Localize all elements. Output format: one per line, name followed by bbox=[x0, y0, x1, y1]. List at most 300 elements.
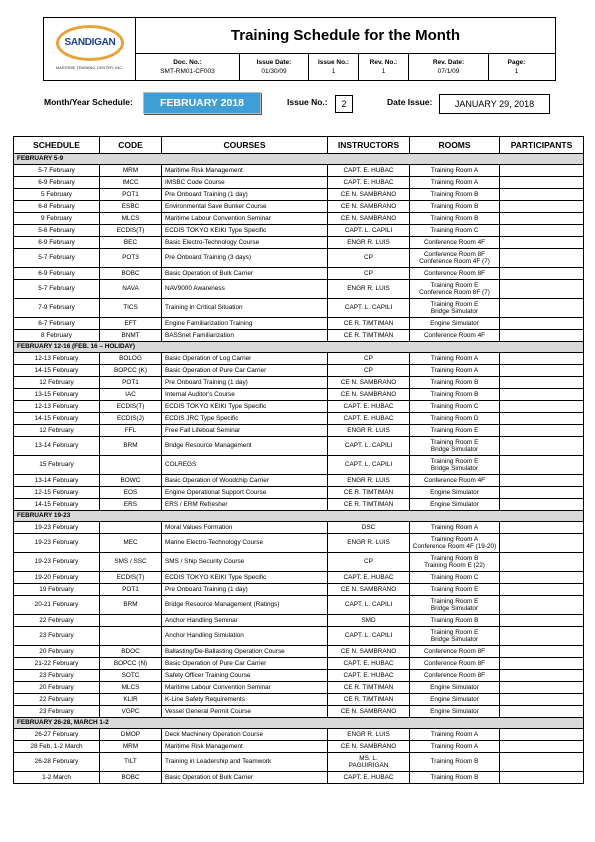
month-year-label: Month/Year Schedule: bbox=[44, 97, 133, 107]
room-name: Training Room A bbox=[430, 366, 479, 374]
room-cell bbox=[410, 213, 500, 225]
table-row bbox=[14, 572, 584, 584]
code-cell: DMOP bbox=[100, 729, 162, 741]
instructor-cell bbox=[328, 694, 410, 706]
code-cell: NAVA bbox=[100, 280, 162, 299]
room-cell bbox=[410, 534, 500, 553]
schedule-table bbox=[13, 136, 584, 784]
room-name: Conference Room 4F bbox=[423, 331, 486, 339]
code-cell: MLCS bbox=[100, 213, 162, 225]
course-cell: Training in Critical Situation bbox=[162, 299, 328, 318]
schedule-cell: 28 Feb, 1-2 March bbox=[14, 741, 100, 753]
instructor-name: CAPT. E. HUBAC bbox=[343, 659, 394, 667]
table-header-row bbox=[14, 137, 584, 154]
participants-cell bbox=[500, 487, 584, 499]
code-cell: BNMT bbox=[100, 330, 162, 342]
code-cell: VGPC bbox=[100, 706, 162, 718]
meta-label: Page: bbox=[507, 59, 526, 66]
instructor-cell bbox=[328, 706, 410, 718]
room-name: Training Room B bbox=[430, 390, 479, 398]
meta-label: Issue Date: bbox=[256, 59, 292, 66]
course-cell: Basic Operation of Woodchip Carrier bbox=[162, 475, 328, 487]
room-name: Training Room B bbox=[430, 190, 479, 198]
schedule-cell: 22 February bbox=[14, 694, 100, 706]
room-name-line2: Conference Room 8F (7) bbox=[419, 289, 490, 296]
room-cell bbox=[410, 165, 500, 177]
participants-cell bbox=[500, 682, 584, 694]
room-cell bbox=[410, 475, 500, 487]
table-row bbox=[14, 522, 584, 534]
document-header bbox=[43, 17, 556, 81]
course-cell: Pre Onboard Training (1 day) bbox=[162, 584, 328, 596]
section-title: FEBRUARY 26-28, MARCH 1-2 bbox=[14, 718, 584, 729]
code-cell: ECDIS(T) bbox=[100, 572, 162, 584]
meta-label: Issue No.: bbox=[317, 59, 350, 66]
course-cell: Anchor Handling Seminar bbox=[162, 615, 328, 627]
course-cell: Engine Operational Support Course bbox=[162, 487, 328, 499]
room-cell bbox=[410, 413, 500, 425]
room-cell bbox=[410, 437, 500, 456]
instructor-name: CAPT. L. CAPILI bbox=[344, 461, 393, 469]
table-row bbox=[14, 456, 584, 475]
room-name: Conference Room 8F bbox=[423, 659, 486, 667]
instructor-name: CP bbox=[364, 366, 373, 374]
room-cell bbox=[410, 189, 500, 201]
code-cell: BRM bbox=[100, 437, 162, 456]
room-cell bbox=[410, 249, 500, 268]
instructor-name: CAPT. E. HUBAC bbox=[343, 671, 394, 679]
schedule-cell: 19-23 February bbox=[14, 534, 100, 553]
instructor-cell bbox=[328, 741, 410, 753]
column-header-participants: PARTICIPANTS bbox=[500, 137, 584, 154]
schedule-cell: 14-15 February bbox=[14, 365, 100, 377]
code-cell: EFT bbox=[100, 318, 162, 330]
participants-cell bbox=[500, 201, 584, 213]
document-title: Training Schedule for the Month bbox=[136, 18, 555, 54]
schedule-cell: 26-27 February bbox=[14, 729, 100, 741]
course-cell: Pre Onboard Training (1 day) bbox=[162, 189, 328, 201]
room-name: Conference Room 4F bbox=[423, 238, 486, 246]
instructor-name: ENGR R. LUIS bbox=[347, 238, 390, 246]
participants-cell bbox=[500, 456, 584, 475]
code-cell: MLCS bbox=[100, 682, 162, 694]
room-name: Training Room B bbox=[430, 773, 479, 781]
instructor-name: CE N. SAMBRANO bbox=[340, 190, 397, 198]
code-cell: TILT bbox=[100, 753, 162, 772]
meta-value: 1 bbox=[381, 68, 386, 75]
participants-cell bbox=[500, 299, 584, 318]
course-cell: ECDIS JRC Type Specific bbox=[162, 413, 328, 425]
schedule-cell: 12 February bbox=[14, 377, 100, 389]
room-name: Training Room B bbox=[430, 554, 479, 562]
table-row bbox=[14, 413, 584, 425]
schedule-cell: 20 February bbox=[14, 682, 100, 694]
date-issue-label: Date Issue: bbox=[387, 97, 433, 107]
room-name: Training Room B bbox=[430, 378, 479, 386]
instructor-cell bbox=[328, 189, 410, 201]
instructor-name: CE N. SAMBRANO bbox=[340, 707, 397, 715]
room-name-line2: Bridge Simulator bbox=[430, 465, 479, 472]
section-row bbox=[14, 511, 584, 522]
course-cell: ECDIS TOKYO KEIKI Type Specific bbox=[162, 401, 328, 413]
room-cell bbox=[410, 772, 500, 784]
participants-cell bbox=[500, 365, 584, 377]
instructor-cell bbox=[328, 596, 410, 615]
schedule-cell: 5-7 February bbox=[14, 280, 100, 299]
instructor-name: CAPT. E. HUBAC bbox=[343, 414, 394, 422]
table-row bbox=[14, 670, 584, 682]
section-title: FEBRUARY 19-23 bbox=[14, 511, 584, 522]
code-cell: EOS bbox=[100, 487, 162, 499]
instructor-name: CP bbox=[364, 558, 373, 566]
room-cell bbox=[410, 280, 500, 299]
instructor-cell bbox=[328, 213, 410, 225]
course-cell: K-Line Safety Requirements bbox=[162, 694, 328, 706]
schedule-cell: 12-13 February bbox=[14, 353, 100, 365]
table-row bbox=[14, 553, 584, 572]
table-row bbox=[14, 475, 584, 487]
code-cell: POT3 bbox=[100, 249, 162, 268]
instructor-cell bbox=[328, 499, 410, 511]
logo-subtext: MARITIME TRAINING CENTER, INC. bbox=[55, 65, 124, 70]
section-title: FEBRUARY 12-16 (FEB. 16 – HOLIDAY) bbox=[14, 342, 584, 353]
instructor-name: CE R. TIMTIMAN bbox=[343, 695, 394, 703]
document-meta bbox=[136, 54, 555, 80]
code-cell: BOPCC (K) bbox=[100, 365, 162, 377]
table-row bbox=[14, 694, 584, 706]
meta-cell bbox=[136, 54, 240, 80]
instructor-name: CAPT. L. CAPILI bbox=[344, 442, 393, 450]
instructor-cell bbox=[328, 437, 410, 456]
room-name: Engine Simulator bbox=[430, 488, 479, 496]
room-cell bbox=[410, 487, 500, 499]
course-cell: Basic Operation of Log Carrier bbox=[162, 353, 328, 365]
schedule-cell: 23 February bbox=[14, 627, 100, 646]
meta-cell bbox=[240, 54, 309, 80]
room-name: Conference Room 8F bbox=[423, 671, 486, 679]
table-row bbox=[14, 437, 584, 456]
course-cell: NAV9000 Awareness bbox=[162, 280, 328, 299]
room-name: Training Room E bbox=[430, 426, 479, 434]
room-cell bbox=[410, 201, 500, 213]
instructor-cell bbox=[328, 670, 410, 682]
course-cell: ECDIS TOKYO KEIKI Type Specific bbox=[162, 572, 328, 584]
section-title: FEBRUARY 5-9 bbox=[14, 154, 584, 165]
code-cell: BOPCC (N) bbox=[100, 658, 162, 670]
code-cell: MRM bbox=[100, 165, 162, 177]
participants-cell bbox=[500, 475, 584, 487]
schedule-cell: 1-2 March bbox=[14, 772, 100, 784]
participants-cell bbox=[500, 377, 584, 389]
instructor-name: CAPT. L. CAPILI bbox=[344, 601, 393, 609]
room-name-line2: Bridge Simulator bbox=[430, 446, 479, 453]
course-cell: Deck Machinery Operation Course bbox=[162, 729, 328, 741]
room-cell bbox=[410, 365, 500, 377]
meta-label: Rev. Date: bbox=[432, 59, 465, 66]
instructor-cell bbox=[328, 584, 410, 596]
instructor-cell bbox=[328, 658, 410, 670]
code-cell: BOBC bbox=[100, 268, 162, 280]
column-header-rooms: ROOMS bbox=[410, 137, 500, 154]
schedule-cell: 13-14 February bbox=[14, 475, 100, 487]
column-header-courses: COURSES bbox=[162, 137, 328, 154]
room-name: Training Room A bbox=[430, 523, 479, 531]
instructor-name: CE R. TIMTIMAN bbox=[343, 319, 394, 327]
room-cell bbox=[410, 330, 500, 342]
room-name-line2: Conference Room 4F (19-20) bbox=[412, 543, 497, 550]
room-cell bbox=[410, 225, 500, 237]
participants-cell bbox=[500, 522, 584, 534]
course-cell: Basic Operation of Bulk Carrier bbox=[162, 772, 328, 784]
instructor-cell bbox=[328, 413, 410, 425]
room-name: Engine Simulator bbox=[430, 695, 479, 703]
room-name: Conference Room 4F bbox=[423, 476, 486, 484]
instructor-cell bbox=[328, 772, 410, 784]
participants-cell bbox=[500, 213, 584, 225]
table-row bbox=[14, 213, 584, 225]
column-header-schedule: SCHEDULE bbox=[14, 137, 100, 154]
course-cell: BASSnet Familiarization bbox=[162, 330, 328, 342]
instructor-name: DSC bbox=[361, 523, 376, 531]
table-row bbox=[14, 729, 584, 741]
code-cell: POT1 bbox=[100, 377, 162, 389]
room-cell bbox=[410, 522, 500, 534]
course-cell: Free Fall Lifeboat Seminar bbox=[162, 425, 328, 437]
meta-value: 01/30/09 bbox=[261, 68, 287, 75]
instructor-cell bbox=[328, 753, 410, 772]
meta-label: Doc. No.: bbox=[173, 59, 202, 66]
meta-value: 1 bbox=[331, 68, 336, 75]
table-row bbox=[14, 534, 584, 553]
table-row bbox=[14, 753, 584, 772]
instructor-name: CAPT. L. CAPILI bbox=[344, 226, 393, 234]
room-cell bbox=[410, 729, 500, 741]
table-row bbox=[14, 377, 584, 389]
room-cell bbox=[410, 377, 500, 389]
instructor-name: CE R. TIMTIMAN bbox=[343, 331, 394, 339]
table-row bbox=[14, 201, 584, 213]
room-name: Training Room A bbox=[430, 742, 479, 750]
course-cell: Safety Officer Training Course bbox=[162, 670, 328, 682]
room-name: Training Room B bbox=[430, 758, 479, 766]
room-cell bbox=[410, 299, 500, 318]
schedule-cell: 6-8 February bbox=[14, 201, 100, 213]
course-cell: ERS / ERM Refresher bbox=[162, 499, 328, 511]
table-row bbox=[14, 627, 584, 646]
instructor-name: CP bbox=[364, 269, 373, 277]
table-row bbox=[14, 584, 584, 596]
participants-cell bbox=[500, 425, 584, 437]
course-cell: Basic Electro-Technology Course bbox=[162, 237, 328, 249]
schedule-cell: 13-14 February bbox=[14, 437, 100, 456]
instructor-cell bbox=[328, 318, 410, 330]
room-name-line2: Bridge Simulator bbox=[430, 636, 479, 643]
course-cell: Pre Onboard Training (3 days) bbox=[162, 249, 328, 268]
code-cell bbox=[100, 627, 162, 646]
schedule-cell: 23 February bbox=[14, 706, 100, 718]
participants-cell bbox=[500, 670, 584, 682]
schedule-cell: 6-7 February bbox=[14, 318, 100, 330]
month-year-value: FEBRUARY 2018 bbox=[143, 92, 261, 114]
room-cell bbox=[410, 389, 500, 401]
meta-cell bbox=[359, 54, 409, 80]
schedule-cell: 23 February bbox=[14, 670, 100, 682]
instructor-cell bbox=[328, 487, 410, 499]
code-cell bbox=[100, 615, 162, 627]
table-row bbox=[14, 499, 584, 511]
room-name: Training Room E bbox=[430, 281, 479, 289]
instructor-cell bbox=[328, 377, 410, 389]
schedule-cell: 12-15 February bbox=[14, 487, 100, 499]
participants-cell bbox=[500, 401, 584, 413]
room-name: Training Room E bbox=[430, 300, 479, 308]
room-name: Training Room E bbox=[430, 597, 479, 605]
instructor-cell bbox=[328, 646, 410, 658]
room-name: Training Room A bbox=[430, 354, 479, 362]
instructor-name: CAPT. E. HUBAC bbox=[343, 573, 394, 581]
instructor-cell bbox=[328, 237, 410, 249]
room-name: Engine Simulator bbox=[430, 707, 479, 715]
schedule-cell: 6-9 February bbox=[14, 237, 100, 249]
room-name: Training Room B bbox=[430, 202, 479, 210]
table-row bbox=[14, 225, 584, 237]
issue-no-label: Issue No.: bbox=[287, 97, 328, 107]
participants-cell bbox=[500, 177, 584, 189]
table-row bbox=[14, 189, 584, 201]
room-name: Training Room C bbox=[430, 402, 479, 410]
section-row bbox=[14, 154, 584, 165]
code-cell: IMCC bbox=[100, 177, 162, 189]
schedule-cell: 21-22 February bbox=[14, 658, 100, 670]
instructor-cell bbox=[328, 572, 410, 584]
schedule-cell: 13-15 February bbox=[14, 389, 100, 401]
participants-cell bbox=[500, 553, 584, 572]
instructor-cell bbox=[328, 225, 410, 237]
logo-text: SANDIGAN bbox=[64, 37, 116, 48]
schedule-cell: 5-7 February bbox=[14, 165, 100, 177]
schedule-cell: 5-7 February bbox=[14, 249, 100, 268]
table-row bbox=[14, 596, 584, 615]
table-row bbox=[14, 658, 584, 670]
code-cell: FFL bbox=[100, 425, 162, 437]
course-cell: SMS / Ship Security Course bbox=[162, 553, 328, 572]
course-cell: Maritime Risk Management bbox=[162, 165, 328, 177]
column-header-instructors: INSTRUCTORS bbox=[328, 137, 410, 154]
instructor-cell bbox=[328, 365, 410, 377]
course-cell: Anchor Handling Simulation bbox=[162, 627, 328, 646]
section-row bbox=[14, 718, 584, 729]
room-cell bbox=[410, 456, 500, 475]
code-cell: ECDIS(T) bbox=[100, 225, 162, 237]
participants-cell bbox=[500, 596, 584, 615]
room-name-line2: Bridge Simulator bbox=[430, 605, 479, 612]
course-cell: Vessel General Permit Course bbox=[162, 706, 328, 718]
room-cell bbox=[410, 741, 500, 753]
course-cell: Basic Operation of Pure Car Carrier bbox=[162, 658, 328, 670]
room-name: Training Room E bbox=[430, 585, 479, 593]
code-cell: MRM bbox=[100, 741, 162, 753]
instructor-cell bbox=[328, 456, 410, 475]
room-name: Training Room A bbox=[430, 730, 479, 738]
room-cell bbox=[410, 268, 500, 280]
schedule-cell: 19-23 February bbox=[14, 522, 100, 534]
room-cell bbox=[410, 646, 500, 658]
room-cell bbox=[410, 572, 500, 584]
instructor-name: CAPT. E. HUBAC bbox=[343, 402, 394, 410]
room-cell bbox=[410, 237, 500, 249]
participants-cell bbox=[500, 437, 584, 456]
section-row bbox=[14, 342, 584, 353]
room-name: Conference Room 8F bbox=[423, 250, 486, 258]
schedule-cell: 6-9 February bbox=[14, 268, 100, 280]
instructor-cell bbox=[328, 475, 410, 487]
code-cell: BEC bbox=[100, 237, 162, 249]
room-name: Training Room A bbox=[430, 166, 479, 174]
room-cell bbox=[410, 596, 500, 615]
date-issue-value: JANUARY 29, 2018 bbox=[439, 94, 550, 114]
participants-cell bbox=[500, 646, 584, 658]
code-cell: KLIR bbox=[100, 694, 162, 706]
room-name: Training Room C bbox=[430, 573, 479, 581]
table-row bbox=[14, 353, 584, 365]
table-row bbox=[14, 165, 584, 177]
room-cell bbox=[410, 627, 500, 646]
code-cell: BDOC bbox=[100, 646, 162, 658]
participants-cell bbox=[500, 572, 584, 584]
code-cell: ESBC bbox=[100, 201, 162, 213]
room-cell bbox=[410, 682, 500, 694]
column-header-code: CODE bbox=[100, 137, 162, 154]
course-cell: COLREGS bbox=[162, 456, 328, 475]
instructor-name: ENGR R. LUIS bbox=[347, 426, 390, 434]
meta-value: 07/1/09 bbox=[437, 68, 460, 75]
room-cell bbox=[410, 318, 500, 330]
issue-no-value: 2 bbox=[335, 95, 353, 113]
course-cell: Maritime Labour Convention Seminar bbox=[162, 213, 328, 225]
code-cell: BOWC bbox=[100, 475, 162, 487]
participants-cell bbox=[500, 658, 584, 670]
meta-cell bbox=[309, 54, 359, 80]
course-cell: Internal Auditor's Course bbox=[162, 389, 328, 401]
instructor-name: ENGR R. LUIS bbox=[347, 539, 390, 547]
room-name: Training Room D bbox=[430, 414, 479, 422]
instructor-name: CE N. SAMBRANO bbox=[340, 585, 397, 593]
instructor-cell bbox=[328, 353, 410, 365]
instructor-name: CE N. SAMBRANO bbox=[340, 202, 397, 210]
room-name: Conference Room 8F bbox=[423, 269, 486, 277]
room-cell bbox=[410, 706, 500, 718]
table-row bbox=[14, 772, 584, 784]
table-row bbox=[14, 365, 584, 377]
instructor-cell bbox=[328, 425, 410, 437]
code-cell bbox=[100, 456, 162, 475]
code-cell: TICS bbox=[100, 299, 162, 318]
table-row bbox=[14, 741, 584, 753]
meta-cell bbox=[489, 54, 544, 80]
instructor-cell bbox=[328, 389, 410, 401]
instructor-cell bbox=[328, 682, 410, 694]
room-name: Conference Room 8F bbox=[423, 647, 486, 655]
instructor-cell bbox=[328, 553, 410, 572]
participants-cell bbox=[500, 330, 584, 342]
participants-cell bbox=[500, 741, 584, 753]
instructor-name: CP bbox=[364, 354, 373, 362]
instructor-name: CE R. TIMTIMAN bbox=[343, 683, 394, 691]
room-name: Training Room A bbox=[430, 535, 479, 543]
course-cell: Maritime Labour Convention Seminar bbox=[162, 682, 328, 694]
room-cell bbox=[410, 615, 500, 627]
instructor-cell bbox=[328, 522, 410, 534]
